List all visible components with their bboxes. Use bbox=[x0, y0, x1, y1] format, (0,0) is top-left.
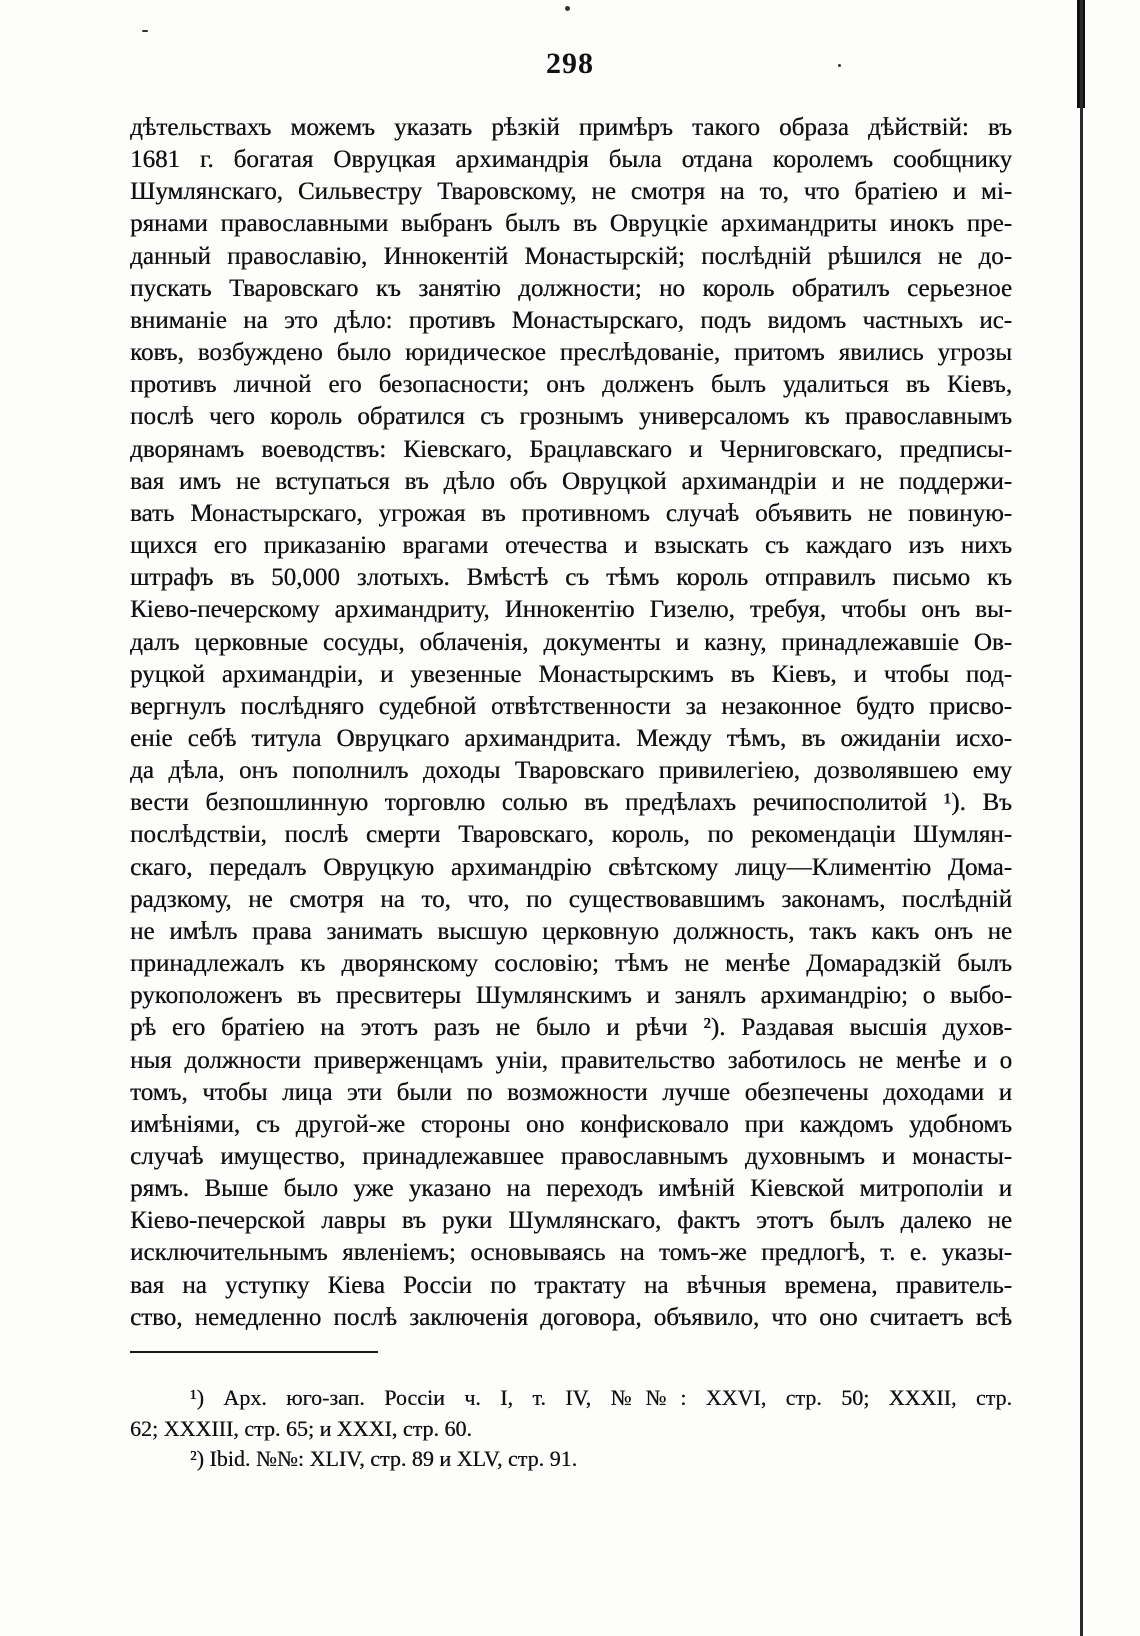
text-line: вниманіе на это дѣло: противъ Монастырскаго, подъ видомъ частныхъ ис- bbox=[130, 306, 1012, 334]
text-line: далъ церковные сосуды, облаченія, документы и казну, принадлежавшіе Ов- bbox=[130, 628, 1012, 656]
text-line: не имѣлъ права занимать высшую церковную должность, такъ какъ онъ не bbox=[130, 917, 1012, 945]
text-line: рѣ его братіею на этотъ разъ не было и рѣчи ²). Раздавая высшія духов- bbox=[130, 1014, 1012, 1042]
text-line: послѣ чего король обратился съ грознымъ универсаломъ къ православнымъ bbox=[130, 403, 1012, 431]
text-line: имѣніями, съ другой-же стороны оно конфисковало при каждомъ удобномъ bbox=[130, 1110, 1012, 1138]
text-line: пускать Тваровскаго къ занятію должности; но король обратилъ серьезное bbox=[130, 274, 1012, 302]
text-line: рукоположенъ въ пресвитеры Шумлянскимъ и занялъ архимандрію; о выбо- bbox=[130, 982, 1012, 1010]
text-line: да дѣла, онъ пополнилъ доходы Тваровскаго привилегіею, дозволявшею ему bbox=[130, 757, 1012, 785]
text-line: ство, немедленно послѣ заключенія договора, объявило, что оно считаетъ всѣ bbox=[130, 1303, 1012, 1331]
text-line: дѣтельствахъ можемъ указать рѣзкій примѣръ такого образа дѣйствій: въ bbox=[130, 114, 1012, 141]
text-line: вая имъ не вступаться въ дѣло объ Овруцкой архимандріи и не поддержи- bbox=[130, 467, 1012, 495]
text-line: вести безпошлинную торговлю солью въ предѣлахъ речипосполитой ¹). Въ bbox=[130, 789, 1012, 817]
text-line: вергнулъ послѣдняго судебной отвѣтственности за незаконное будто присво- bbox=[130, 692, 1012, 720]
page-number: 298 bbox=[546, 47, 594, 80]
footnotes bbox=[130, 1383, 1012, 1475]
text-line: ковъ, возбуждено было юридическое преслѣдованіе, притомъ явились угрозы bbox=[130, 339, 1012, 367]
text-line: радзкому, не смотря на то, что, по существовавшимъ законамъ, послѣдній bbox=[130, 885, 1012, 913]
text-line: вать Монастырскаго, угрожая въ противномъ случаѣ объявить не повиную- bbox=[130, 499, 1012, 527]
text-line: Шумлянскаго, Сильвестру Тваровскому, не смотря на то, что братіею и мі- bbox=[130, 178, 1012, 206]
scan-speck bbox=[565, 6, 570, 11]
main-text bbox=[130, 112, 1012, 1334]
text-line: дворянамъ воеводствъ: Кіевскаго, Брацлавскаго и Черниговскаго, предписы- bbox=[130, 435, 1012, 463]
text-line: данный православію, Иннокентій Монастырскій; послѣдній рѣшился не до- bbox=[130, 242, 1012, 270]
footnote-line: ¹) Арх. юго-зап. Россіи ч. I, т. IV, №№: XXVI, стр. 50; XXXII, стр. bbox=[190, 1385, 1012, 1410]
text-line: штрафъ въ 50,000 злотыхъ. Вмѣстѣ съ тѣмъ король отправилъ письмо къ bbox=[130, 564, 1012, 592]
text-line: исключительнымъ явленіемъ; основываясь на томъ-же предлогѣ, т. е. указы- bbox=[130, 1239, 1012, 1267]
text-line: еніе себѣ титула Овруцкаго архимандрита. Между тѣмъ, въ ожиданіи исхо- bbox=[130, 724, 1012, 752]
text-line: вая на уступку Кіева Россіи по трактату на вѣчныя времена, правитель- bbox=[130, 1271, 1012, 1299]
text-line: 1681 г. богатая Овруцкая архимандрія была отдана королемъ сообщнику bbox=[130, 146, 1012, 174]
footnote-line: ²) Ibid. №№: XLIV, стр. 89 и XLV, стр. 91. bbox=[190, 1446, 578, 1471]
text-line: принадлежалъ къ дворянскому сословію; тѣмъ не менѣе Домарадзкій былъ bbox=[130, 950, 1012, 978]
text-line: щихся его приказанію врагами отечества и взыскать съ каждаго изъ нихъ bbox=[130, 532, 1012, 560]
text-line: руцкой архимандріи, и увезенные Монастырскимъ въ Кіевъ, и чтобы под- bbox=[130, 660, 1012, 688]
text-line: рямъ. Выше было уже указано на переходъ имѣній Кіевской митрополіи и bbox=[130, 1175, 1012, 1203]
text-line: Кіево-печерской лавры въ руки Шумлянскаго, фактъ этотъ былъ далеко не bbox=[130, 1207, 1012, 1235]
text-line: случаѣ имущество, принадлежавшее православнымъ духовнымъ и монасты- bbox=[130, 1143, 1012, 1170]
footnote-separator bbox=[130, 1351, 378, 1353]
scan-edge-line bbox=[1080, 0, 1083, 1636]
text-line: ныя должности приверженцамъ уніи, правительство заботилось не менѣе и о bbox=[130, 1046, 1012, 1074]
scan-speck bbox=[838, 64, 841, 67]
text-line: рянами православными выбранъ былъ въ Овруцкіе архимандриты инокъ пре- bbox=[130, 210, 1012, 238]
footnote-line: 62; XXXIII, стр. 65; и XXXI, стр. 60. bbox=[130, 1415, 472, 1441]
text-line: скаго, передалъ Овруцкую архимандрію свѣтскому лицу—Климентію Дома- bbox=[130, 853, 1012, 881]
text-line: томъ, чтобы лица эти были по возможности лучше обезпечены доходами и bbox=[130, 1078, 1012, 1106]
text-line: послѣдствіи, послѣ смерти Тваровскаго, король, по рекомендаціи Шумлян- bbox=[130, 821, 1012, 849]
text-line: Кіево-печерскому архимандриту, Иннокентію Гизелю, требуя, чтобы онъ вы- bbox=[130, 596, 1012, 624]
scan-speck bbox=[142, 30, 148, 32]
text-line: противъ личной его безопасности; онъ долженъ былъ удалиться въ Кіевъ, bbox=[130, 371, 1012, 399]
